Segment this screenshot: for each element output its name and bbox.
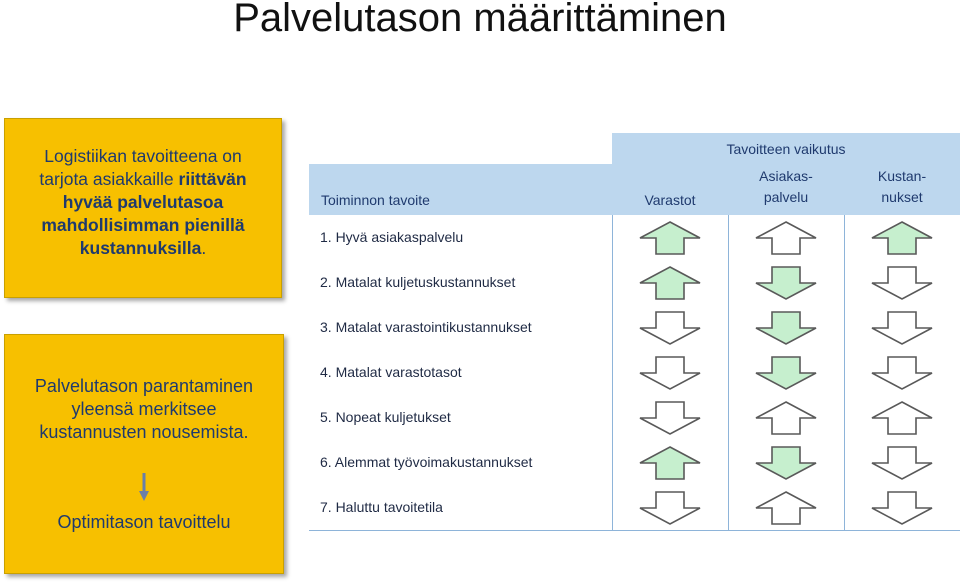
column-divider [612, 215, 613, 531]
row-label: 1. Hyvä asiakaspalvelu [320, 229, 464, 245]
table-row [309, 485, 960, 531]
down-arrow-icon [754, 355, 818, 391]
down-arrow-icon [870, 265, 934, 301]
down-arrow-icon [754, 445, 818, 481]
down-arrow-icon [139, 473, 149, 501]
goal-text: Logistiikan tavoitteena on tarjota asiakkaille riittävän hyvää palvelutasoa mahdollisimman pienillä kustannuksilla. [39, 146, 247, 258]
column-divider [844, 215, 845, 531]
improvement-textbox [4, 334, 284, 574]
impact-table [309, 133, 960, 533]
table-row [309, 260, 960, 306]
improvement-text: Palvelutason parantaminen yleensä merkitsee kustannusten nousemista. [34, 376, 254, 442]
down-arrow-icon [870, 310, 934, 346]
table-row [309, 215, 960, 261]
row-label: 5. Nopeat kuljetukset [320, 409, 451, 425]
down-arrow-icon [870, 445, 934, 481]
up-arrow-icon [754, 490, 818, 526]
down-arrow-icon [638, 400, 702, 436]
table-row [309, 395, 960, 441]
down-arrow-icon [638, 355, 702, 391]
row-label: 4. Matalat varastotasot [320, 364, 462, 380]
optimization-label: Optimitason tavoittelu [57, 512, 231, 532]
table-header [309, 164, 960, 215]
goal-textbox [4, 118, 282, 298]
header-asiakaspalvelu: Asiakas- palvelu [759, 168, 813, 205]
down-arrow-icon [754, 310, 818, 346]
header-goal: Toiminnon tavoite [321, 192, 430, 208]
column-divider [728, 215, 729, 531]
down-arrow-icon [870, 490, 934, 526]
up-arrow-icon [638, 265, 702, 301]
header-varastot: Varastot [644, 192, 696, 208]
up-arrow-icon [638, 445, 702, 481]
up-arrow-icon [638, 220, 702, 256]
up-arrow-icon [754, 400, 818, 436]
up-arrow-icon [870, 400, 934, 436]
up-arrow-icon [870, 220, 934, 256]
down-arrow-icon [638, 490, 702, 526]
page-title: Palvelutason määrittäminen [233, 0, 727, 40]
row-label: 2. Matalat kuljetuskustannukset [320, 274, 516, 290]
table-row [309, 350, 960, 396]
down-arrow-icon [870, 355, 934, 391]
down-arrow-icon [638, 310, 702, 346]
header-kustannukset: Kustan- nukset [877, 168, 927, 205]
row-label: 3. Matalat varastointikustannukset [320, 319, 532, 335]
row-label: 7. Haluttu tavoitetila [320, 499, 443, 515]
group-header: Tavoitteen vaikutus [612, 133, 960, 164]
row-label: 6. Alemmat työvoimakustannukset [320, 454, 533, 470]
table-row [309, 305, 960, 351]
up-arrow-icon [754, 220, 818, 256]
down-arrow-icon [754, 265, 818, 301]
table-row [309, 440, 960, 486]
